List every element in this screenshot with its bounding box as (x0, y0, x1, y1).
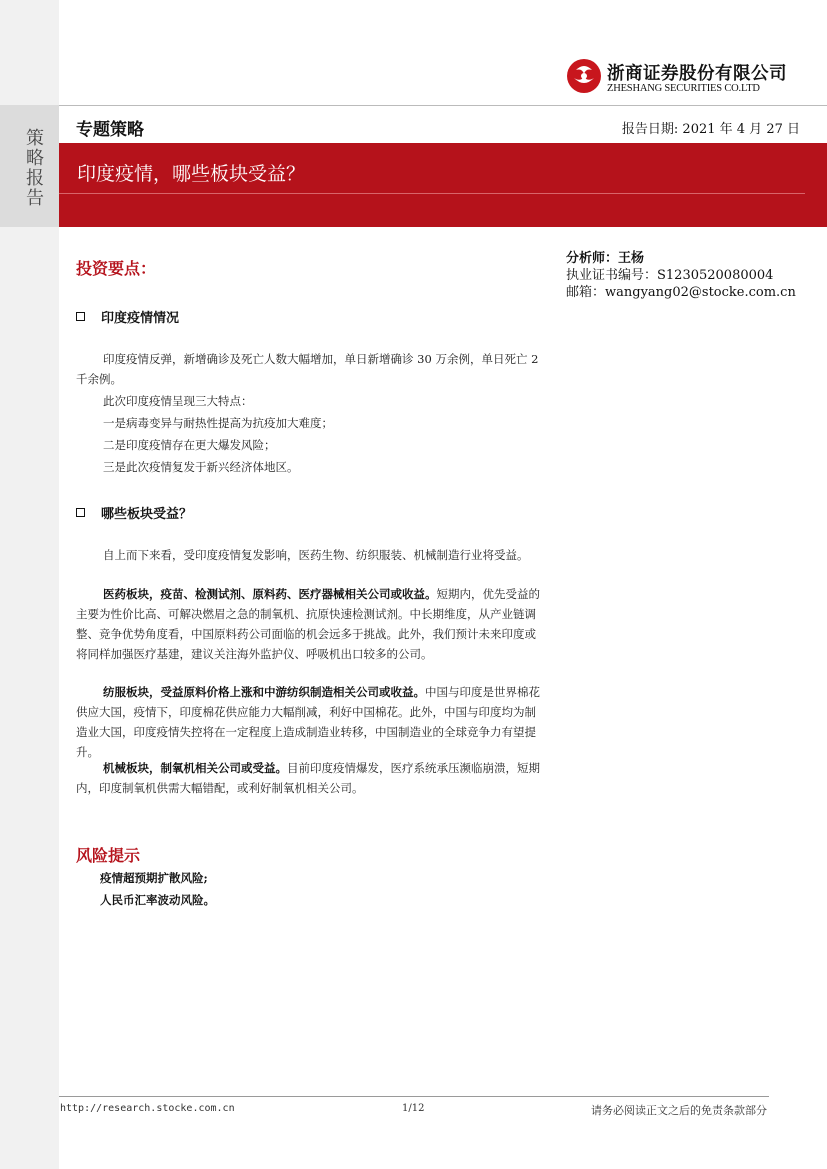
banner-divider (59, 193, 805, 194)
risk-title: 风险提示 (76, 846, 141, 865)
section-heading-india-situation (76, 307, 179, 326)
paragraph (76, 457, 546, 477)
paragraph-text: 一是病毒变异与耐热性提高为抗疫加大难度； (103, 416, 333, 430)
analyst-cert: 执业证书编号：S1230520080004 (566, 268, 774, 283)
logo-company-cn: 浙商证券股份有限公司 (607, 64, 787, 84)
analyst-info (566, 250, 796, 301)
topic-row (59, 105, 827, 144)
paragraph-text: 此次印度疫情呈现三大特点： (103, 394, 253, 408)
analyst-name: 分析师：王杨 (566, 251, 645, 266)
paragraph-text: 二是印度疫情存在更大爆发风险； (103, 438, 276, 452)
checkbox-bullet-icon (76, 312, 85, 321)
footer-disclaimer-note: 请务必阅读正文之后的免责条款部分 (591, 1104, 767, 1117)
footer-url-link[interactable]: http://research.stocke.com.cn (60, 1103, 235, 1114)
paragraph-text: 三是此次疫情复发于新兴经济体地区。 (103, 460, 299, 474)
paragraph-text: 印度疫情反弹，新增确诊及死亡人数大幅增加，单日新增确诊 30 万余例，单日死亡 2 千余例。 (76, 352, 539, 386)
company-logo (566, 58, 798, 104)
report-title: 印度疫情，哪些板块受益？ (77, 163, 306, 185)
key-points-title: 投资要点： (76, 259, 157, 278)
paragraph-pharma (76, 584, 546, 664)
title-banner (59, 143, 827, 227)
paragraph-text: 短期内，优先受益的主要为性价比高、可解决燃眉之急的制氧机、抗原快速检测试剂。中长期维度，从产业链调整、竞争优势角度看，中国原料药公司面临的机会远多于挑战。此外，我们预计未来印度或将同样加强医疗基建，建议关注海外监护仪、呼吸机出口较多的公司。 (76, 587, 540, 661)
paragraph-bold-lead: 纺服板块，受益原料价格上涨和中游纺织制造相关公司或收益。 (103, 685, 425, 699)
zheshang-logo-icon (566, 58, 602, 94)
paragraph (76, 349, 546, 389)
paragraph (76, 391, 546, 411)
paragraph-bold-lead: 医药板块，疫苗、检测试剂、原料药、医疗器械相关公司或收益。 (103, 587, 437, 601)
risk-item: 人民币汇率波动风险。 (100, 893, 215, 907)
footer-divider (59, 1096, 769, 1097)
section-heading-text: 印度疫情情况 (101, 311, 180, 326)
analyst-email: 邮箱：wangyang02@stocke.com.cn (566, 285, 796, 300)
paragraph-text: 目前印度疫情爆发，医疗系统承压濒临崩溃，短期内，印度制氧机供需大幅错配，或利好制氧机相关公司。 (76, 761, 540, 795)
paragraph-text: 自上而下来看，受印度疫情复发影响，医药生物、纺织服装、机械制造行业将受益。 (103, 548, 529, 562)
side-tab-label: 策略报告 (23, 128, 44, 208)
paragraph-textile (76, 682, 546, 762)
section-heading-text: 哪些板块受益？ (101, 507, 193, 522)
section-heading-beneficiary-sectors (76, 503, 192, 522)
paragraph-text: 中国与印度是世界棉花供应大国，疫情下，印度棉花供应能力大幅削减，利好中国棉花。此外，中国与印度均为制造业大国，印度疫情失控将在一定程度上造成制造业转移，中国制造业的全球竞争力有望提升。 (76, 685, 540, 759)
paragraph-machinery (76, 758, 546, 798)
paragraph-bold-lead: 机械板块，制氧机相关公司或受益。 (103, 761, 287, 775)
checkbox-bullet-icon (76, 508, 85, 517)
report-date: 报告日期: 2021 年 4 月 27 日 (621, 122, 800, 137)
paragraph (76, 545, 546, 565)
topic-title: 专题策略 (76, 120, 144, 140)
risk-item: 疫情超预期扩散风险; (100, 871, 208, 885)
paragraph (76, 435, 546, 455)
footer-page-number: 1/12 (402, 1103, 425, 1114)
paragraph (76, 413, 546, 433)
logo-company-en: ZHESHANG SECURITIES CO.LTD (607, 83, 760, 94)
